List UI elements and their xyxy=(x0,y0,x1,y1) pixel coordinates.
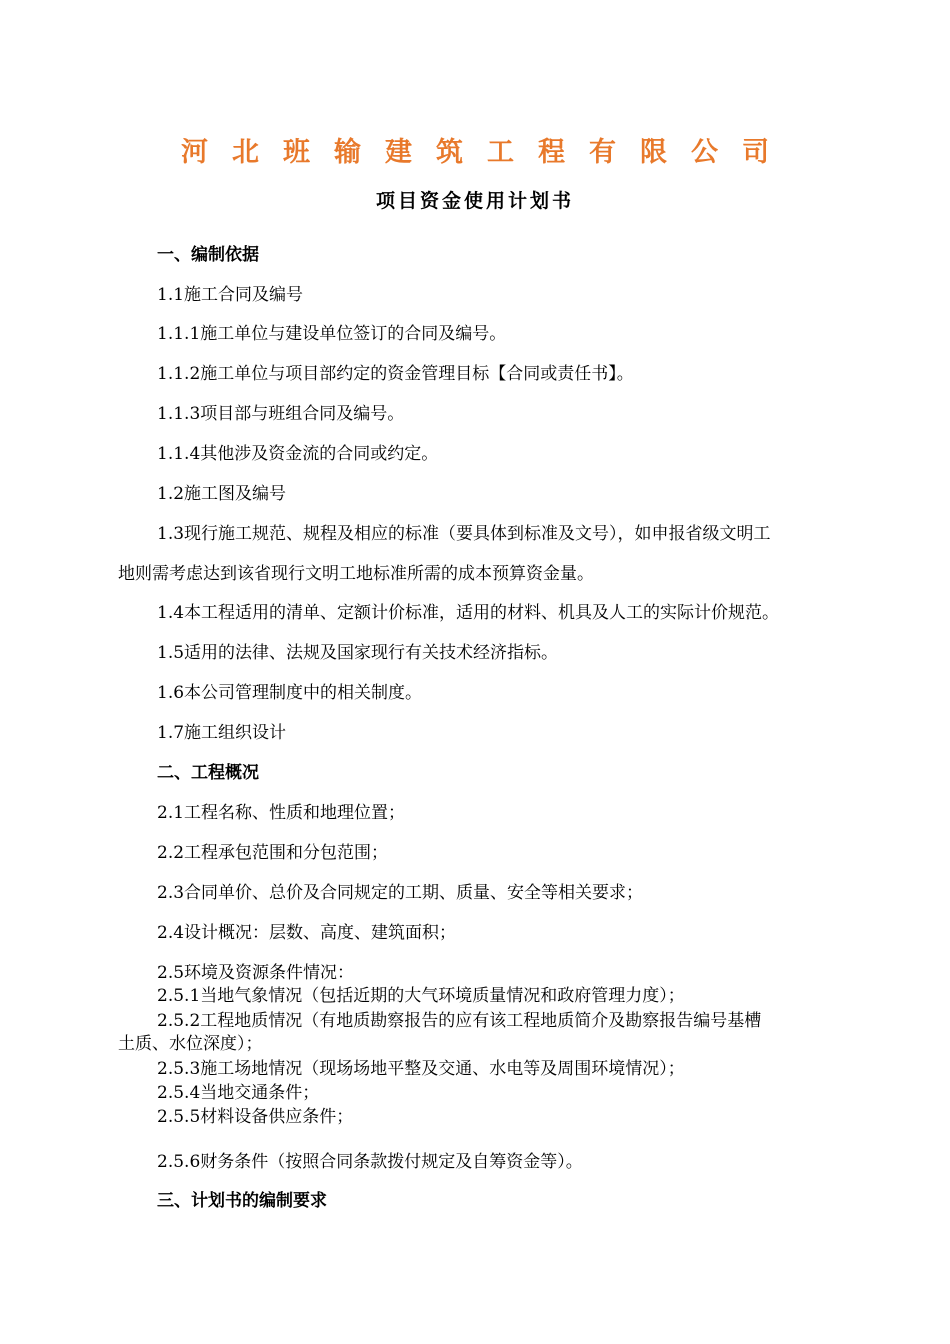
paragraph: 2.2工程承包范围和分包范围； xyxy=(157,843,389,863)
paragraph: 1.1.2施工单位与项目部约定的资金管理目标【合同或责任书】。 xyxy=(157,364,634,384)
paragraph: 2.5.4当地交通条件； xyxy=(157,1083,320,1103)
paragraph: 2.5.1当地气象情况（包括近期的大气环境质量情况和政府管理力度）； xyxy=(157,986,685,1006)
paragraph: 1.5适用的法律、法规及国家现行有关技术经济指标。 xyxy=(157,643,559,663)
paragraph: 1.6本公司管理制度中的相关制度。 xyxy=(157,683,423,703)
paragraph: 2.5环境及资源条件情况： xyxy=(157,963,355,983)
paragraph: 2.3合同单价、总价及合同规定的工期、质量、安全等相关要求； xyxy=(157,883,644,903)
paragraph: 2.1工程名称、性质和地理位置； xyxy=(157,803,406,823)
paragraph: 2.4设计概况：层数、高度、建筑面积； xyxy=(157,923,457,943)
paragraph: 1.7施工组织设计 xyxy=(157,723,287,743)
paragraph: 2.5.3施工场地情况（现场场地平整及交通、水电等及周围环境情况）； xyxy=(157,1059,685,1079)
paragraph: 1.3现行施工规范、规程及相应的标准（要具体到标准及文号），如申报省级文明工 xyxy=(157,524,771,544)
paragraph: 2.5.6财务条件（按照合同条款拨付规定及自筹资金等）。 xyxy=(157,1152,583,1172)
section-heading-1: 一、编制依据 xyxy=(157,245,259,265)
paragraph: 1.1.3项目部与班组合同及编号。 xyxy=(157,404,405,424)
paragraph: 2.5.2工程地质情况（有地质勘察报告的应有该工程地质简介及勘察报告编号基槽 xyxy=(157,1011,762,1031)
paragraph: 1.2施工图及编号 xyxy=(157,484,287,504)
document-title: 项目资金使用计划书 xyxy=(375,190,574,212)
paragraph: 1.1.1施工单位与建设单位签订的合同及编号。 xyxy=(157,324,507,344)
paragraph: 1.1施工合同及编号 xyxy=(157,285,304,305)
paragraph-continuation: 土质、水位深度）； xyxy=(118,1034,263,1054)
section-heading-3: 三、计划书的编制要求 xyxy=(157,1191,327,1211)
section-heading-2: 二、工程概况 xyxy=(157,763,259,783)
paragraph-continuation: 地则需考虑达到该省现行文明工地标准所需的成本预算资金量。 xyxy=(118,564,594,584)
company-name: 河北班输建筑工程有限公司 xyxy=(181,137,793,168)
paragraph: 1.1.4其他涉及资金流的合同或约定。 xyxy=(157,444,439,464)
paragraph: 2.5.5材料设备供应条件； xyxy=(157,1107,354,1127)
paragraph: 1.4本工程适用的清单、定额计价标准，适用的材料、机具及人工的实际计价规范。 xyxy=(157,603,780,623)
